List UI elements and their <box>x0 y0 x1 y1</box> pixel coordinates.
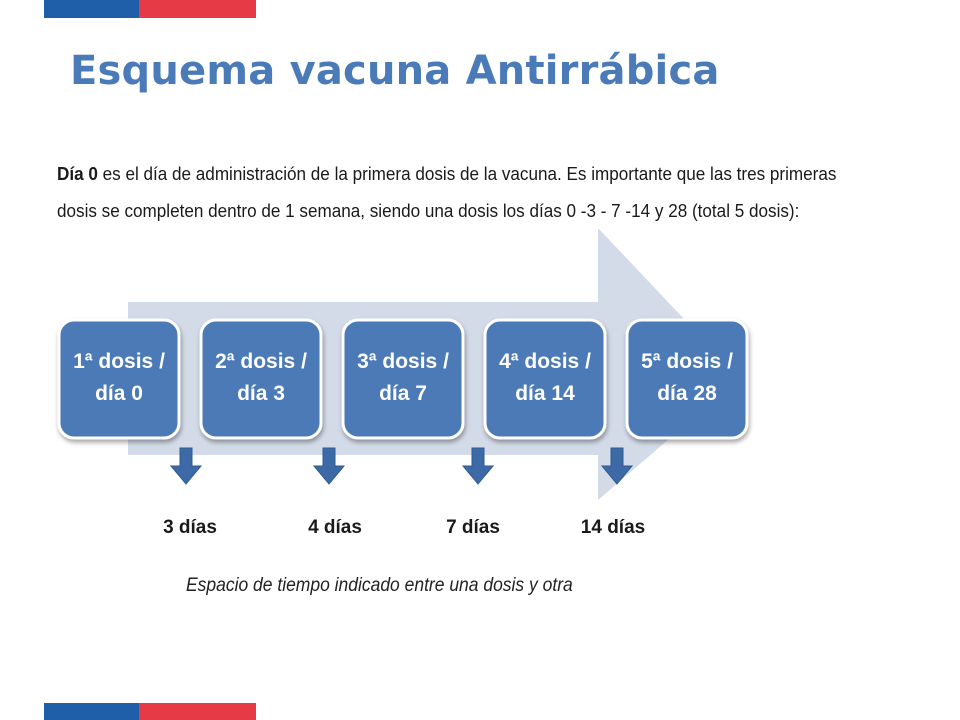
interval-layer <box>163 448 645 538</box>
dose-label-line2: día 7 <box>379 382 427 405</box>
flag-red-segment-bottom <box>139 703 256 720</box>
dose-label-line2: día 14 <box>515 382 575 405</box>
interval-1 <box>163 448 217 538</box>
dose-layer <box>59 320 747 438</box>
dose-label-line1: 1ª dosis / <box>73 350 165 373</box>
dose-box-3 <box>343 320 463 438</box>
intro-lead-bold: Día 0 <box>57 164 98 184</box>
dose-box-shape <box>485 320 605 438</box>
dose-label-line2: día 28 <box>657 382 717 405</box>
dose-label-line1: 3ª dosis / <box>357 350 449 373</box>
page-title: Esquema vacuna Antirrábica <box>70 48 720 94</box>
interval-3 <box>446 448 500 538</box>
interval-label: 3 días <box>163 517 217 538</box>
interval-2 <box>308 448 362 538</box>
interval-label: 14 días <box>580 517 646 538</box>
dose-box-2 <box>201 320 321 438</box>
interval-label: 7 días <box>446 517 500 538</box>
dose-label-line2: día 3 <box>237 382 285 405</box>
intro-line2: dosis se completen dentro de 1 semana, siendo una dosis los días 0 -3 - 7 -14 y 28 (total 5 dosis): <box>57 201 800 221</box>
dose-label-line2: día 0 <box>95 382 143 405</box>
dose-box-shape <box>627 320 747 438</box>
flag-bar-bottom <box>44 703 256 720</box>
intro-line1-rest: es el día de administración de la primera dosis de la vacuna. Es importante que las tres primeras <box>97 164 837 184</box>
dose-box-5 <box>627 320 747 438</box>
dose-label-line1: 5ª dosis / <box>641 350 733 373</box>
flag-blue-segment-bottom <box>44 703 139 720</box>
interval-label: 4 días <box>308 517 362 538</box>
dose-box-1 <box>59 320 179 438</box>
dose-box-4 <box>485 320 605 438</box>
dose-box-shape <box>201 320 321 438</box>
diagram-caption: Espacio de tiempo indicado entre una dosis y otra <box>186 575 573 596</box>
dose-box-shape <box>59 320 179 438</box>
dose-label-line1: 2ª dosis / <box>215 350 307 373</box>
dose-label-line1: 4ª dosis / <box>499 350 591 373</box>
dose-box-shape <box>343 320 463 438</box>
